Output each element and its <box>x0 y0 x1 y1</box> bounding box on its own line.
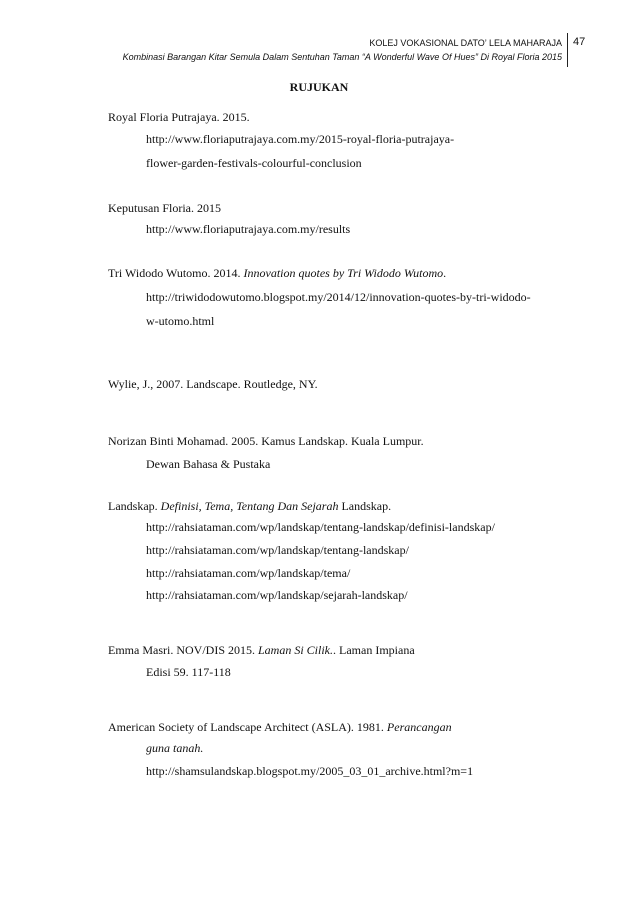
reference-url[interactable]: http://shamsulandskap.blogspot.my/2005_03_01_archive.html?m=1 <box>146 764 474 778</box>
reference-first-line: Royal Floria Putrajaya. 2015. <box>108 110 250 124</box>
reference-title: Laman Si Cilik. <box>258 643 334 657</box>
reference-edition: Edisi 59. 117-118 <box>146 665 231 679</box>
reference-author: Emma Masri. NOV/DIS 2015. <box>108 643 258 657</box>
reference-title: Definisi, Tema, Tentang Dan Sejarah <box>160 499 339 513</box>
header-divider <box>567 33 568 67</box>
reference-url-continued[interactable]: w-utomo.html <box>146 314 215 328</box>
reference-title: Perancangan <box>386 720 452 734</box>
reference-url[interactable]: http://www.floriaputrajaya.com.my/results <box>146 222 351 236</box>
reference-url[interactable]: http://www.floriaputrajaya.com.my/2015-royal-floria-putrajaya- <box>146 132 455 146</box>
page-number: 47 <box>573 36 586 48</box>
reference-first-line <box>108 499 391 514</box>
header-institution: KOLEJ VOKASIONAL DATO’ LELA MAHARAJA <box>369 38 562 48</box>
reference-url[interactable]: http://rahsiataman.com/wp/landskap/tentang-landskap/definisi-landskap/ <box>146 520 495 534</box>
reference-title-continued: guna tanah. <box>146 741 204 755</box>
reference-publisher: Dewan Bahasa & Pustaka <box>146 457 271 471</box>
reference-publication: . Laman Impiana <box>333 643 415 657</box>
reference-title-end: Landskap. <box>338 499 392 513</box>
reference-author: Tri Widodo Wutomo. 2014. <box>108 266 244 280</box>
reference-url[interactable]: http://triwidodowutomo.blogspot.my/2014/12/innovation-quotes-by-tri-widodo- <box>146 290 531 304</box>
reference-first-line: Wylie, J., 2007. Landscape. Routledge, NY. <box>108 377 318 391</box>
reference-url-continued[interactable]: flower-garden-festivals-colourful-conclusion <box>146 156 362 170</box>
reference-first-line <box>108 266 446 281</box>
reference-first-line <box>108 643 415 658</box>
reference-url[interactable]: http://rahsiataman.com/wp/landskap/sejarah-landskap/ <box>146 588 408 602</box>
reference-url[interactable]: http://rahsiataman.com/wp/landskap/tentang-landskap/ <box>146 543 409 557</box>
section-title: RUJUKAN <box>289 80 349 94</box>
reference-author: American Society of Landscape Architect (ASLA). 1981. <box>108 720 387 734</box>
header-project-title: Kombinasi Barangan Kitar Semula Dalam Sentuhan Taman “A Wonderful Wave Of Hues” Di Royal Floria 2015 <box>122 52 562 62</box>
reference-url[interactable]: http://rahsiataman.com/wp/landskap/tema/ <box>146 566 351 580</box>
reference-author: Landskap. <box>108 499 161 513</box>
reference-punctuation: . <box>443 266 447 280</box>
page-header <box>0 0 638 70</box>
reference-first-line: Norizan Binti Mohamad. 2005. Kamus Landskap. Kuala Lumpur. <box>108 434 424 448</box>
reference-first-line: Keputusan Floria. 2015 <box>108 201 221 215</box>
reference-title: Innovation quotes by Tri Widodo Wutomo <box>243 266 444 280</box>
reference-first-line <box>108 720 452 735</box>
